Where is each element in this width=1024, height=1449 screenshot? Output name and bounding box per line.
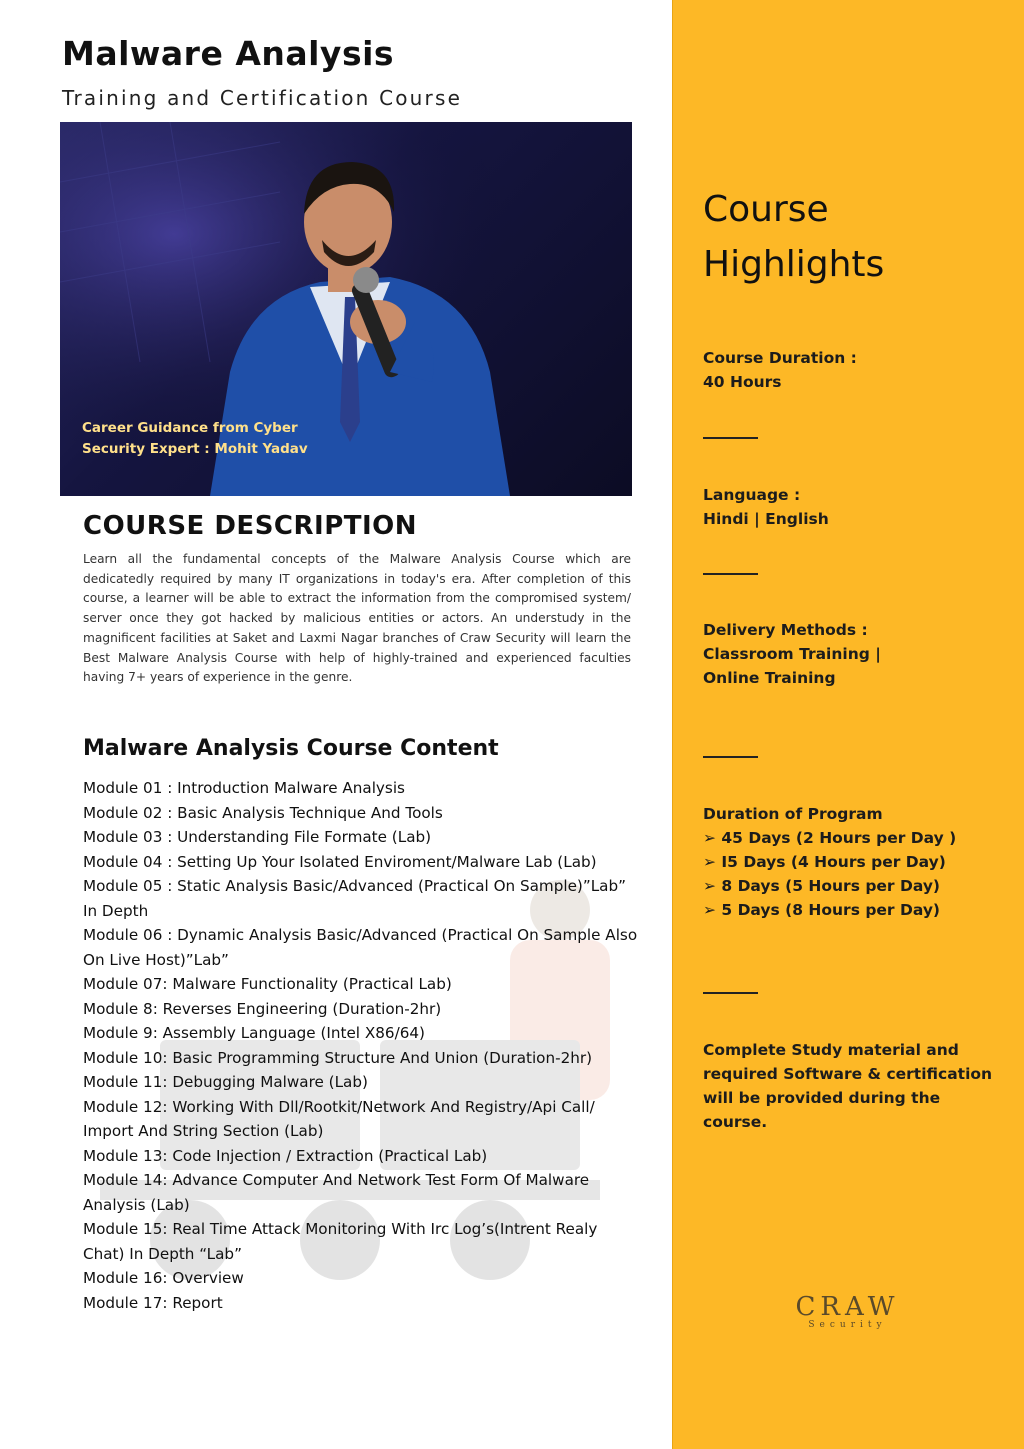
delivery-label: Delivery Methods :: [703, 621, 868, 639]
study-material-note: [703, 1038, 992, 1134]
module-item: Module 16: Overview: [83, 1269, 244, 1287]
course-duration-label: Course Duration :: [703, 349, 857, 367]
craw-security-logo: [790, 1292, 905, 1330]
divider: [703, 437, 758, 439]
module-item: Module 01 : Introduction Malware Analysis: [83, 779, 405, 797]
course-duration-value: 40 Hours: [703, 373, 782, 391]
delivery-line-1: Classroom Training |: [703, 645, 881, 663]
module-item: Module 14: Advance Computer And Network Test Form Of Malware Analysis (Lab): [83, 1171, 590, 1214]
highlights-title-line-2: Highlights: [703, 244, 885, 285]
program-label: Duration of Program: [703, 805, 883, 823]
module-list: [83, 776, 643, 1315]
material-line: course.: [703, 1113, 768, 1131]
language-value: Hindi | English: [703, 510, 829, 528]
module-item: Module 9: Assembly Language (Intel X86/64): [83, 1024, 425, 1042]
logo-name: CRAW: [795, 1292, 900, 1322]
module-item: Module 17: Report: [83, 1293, 223, 1312]
logo-subtitle: Security: [808, 1320, 887, 1330]
highlights-title: [703, 182, 884, 292]
program-option: ➢ 5 Days (8 Hours per Day): [703, 901, 941, 919]
material-line: required Software & certification: [703, 1065, 993, 1083]
program-option: ➢ I5 Days (4 Hours per Day): [703, 853, 946, 871]
content-heading: Malware Analysis Course Content: [83, 736, 499, 761]
language: [703, 483, 829, 531]
program-option: ➢ 8 Days (5 Hours per Day): [703, 877, 941, 895]
speaker-photo: [60, 122, 632, 496]
module-item: Module 10: Basic Programming Structure And Union (Duration-2hr): [83, 1048, 593, 1067]
caption-line-2: Security Expert : Mohit Yadav: [82, 441, 308, 457]
duration-of-program: [703, 802, 956, 922]
divider: [703, 992, 758, 994]
module-item: Module 15: Real Time Attack Monitoring With Irc Log’s(Intrent Realy Chat) In Depth “Lab”: [83, 1220, 598, 1263]
delivery-methods: [703, 618, 881, 690]
module-item: Module 13: Code Injection / Extraction (Practical Lab): [83, 1146, 488, 1165]
module-item: Module 8: Reverses Engineering (Duration-2hr): [83, 999, 442, 1018]
material-line: Complete Study material and: [703, 1041, 959, 1059]
module-item: Module 06 : Dynamic Analysis Basic/Advanced (Practical On Sample Also On Live Host)”Lab”: [83, 926, 638, 969]
module-item: Module 07: Malware Functionality (Practical Lab): [83, 975, 452, 993]
divider: [703, 756, 758, 758]
course-duration: [703, 346, 857, 394]
language-label: Language :: [703, 486, 801, 504]
delivery-line-2: Online Training: [703, 669, 836, 687]
module-item: Module 05 : Static Analysis Basic/Advanced (Practical On Sample)”Lab” In Depth: [83, 877, 626, 920]
page-title: Malware Analysis: [62, 34, 395, 73]
caption-line-1: Career Guidance from Cyber: [82, 420, 298, 436]
highlights-title-line-1: Course: [703, 189, 829, 230]
description-heading: COURSE DESCRIPTION: [83, 511, 418, 541]
program-option: ➢ 45 Days (2 Hours per Day ): [703, 829, 957, 847]
page-subtitle: Training and Certification Course: [62, 86, 463, 110]
description-text: Learn all the fundamental concepts of the Malware Analysis Course which are dedicatedly required by many IT organizations in today's era. After completion of this course, a learner will be able to extract the information from the compromised system/ server once they got hacked by malicious entities or actors. An understudy in the magnificent facilities at Saket and Laxmi Nagar branches of Craw Security will learn the Best Malware Analysis Course with help of highly-trained and experienced faculties having 7+ years of experience in the genre.: [83, 552, 631, 685]
material-line: will be provided during the: [703, 1089, 941, 1107]
module-item: Module 03 : Understanding File Formate (Lab): [83, 828, 432, 846]
module-item: Module 04 : Setting Up Your Isolated Enviroment/Malware Lab (Lab): [83, 852, 597, 871]
photo-caption: [82, 418, 322, 460]
divider: [703, 573, 758, 575]
module-item: Module 11: Debugging Malware (Lab): [83, 1073, 368, 1091]
module-item: Module 02 : Basic Analysis Technique And Tools: [83, 803, 443, 822]
module-item: Module 12: Working With Dll/Rootkit/Network And Registry/Api Call/ Import And String Section (Lab): [83, 1097, 595, 1140]
